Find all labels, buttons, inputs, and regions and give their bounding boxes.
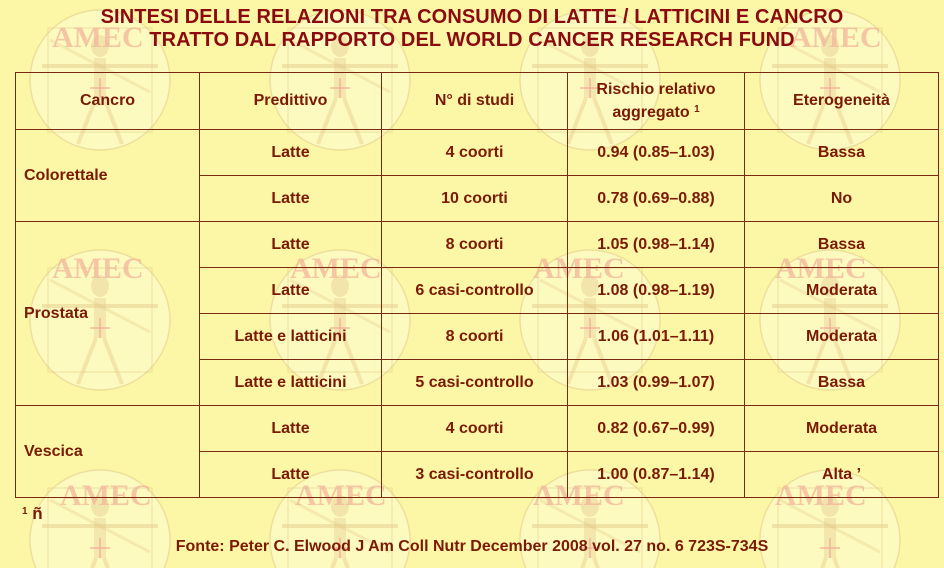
studies-cell: 4 coorti [382,406,568,452]
header-studies: N° di studi [382,73,568,130]
studies-cell: 8 coorti [382,222,568,268]
watermark-text: AMEC [52,252,144,285]
table-header-row [16,73,939,130]
cancer-cell: Vescica [16,406,200,498]
watermark-text: AMEC [533,252,625,285]
cancer-cell: Colorettale [16,130,200,222]
studies-cell: 5 casi-controllo [382,360,568,406]
predictor-cell: Latte e latticini [200,314,382,360]
studies-cell: 10 coorti [382,176,568,222]
predictor-cell: Latte [200,452,382,498]
watermark-text: AMEC [290,252,382,285]
rr-cell: 1.00 (0.87–1.14) [568,452,745,498]
rr-cell: 1.08 (0.98–1.19) [568,268,745,314]
heterogeneity-cell: Moderata [745,314,939,360]
heterogeneity-cell: Bassa [745,222,939,268]
studies-cell: 6 casi-controllo [382,268,568,314]
header-relative-risk [568,73,745,130]
predictor-cell: Latte [200,222,382,268]
header-rr-line2: aggregato [612,103,690,121]
heterogeneity-cell: Moderata [745,268,939,314]
watermark-text: AMEC [775,479,867,512]
title-line-2: TRATTO DAL RAPPORTO DEL WORLD CANCER RESEARCH FUND [149,29,795,51]
table-row [16,130,939,176]
watermark-text: AMEC [533,479,625,512]
predictor-cell: Latte e latticini [200,360,382,406]
heterogeneity-cell: Alta ’ [745,452,939,498]
heterogeneity-cell: Bassa [745,130,939,176]
watermark-text: AMEC [775,252,867,285]
header-heterogeneity: Eterogeneità [745,73,939,130]
predictor-cell: Latte [200,130,382,176]
watermark-text: AMEC [790,21,882,54]
rr-cell: 1.05 (0.98–1.14) [568,222,745,268]
studies-cell: 8 coorti [382,314,568,360]
footnote-mark: 1 [22,506,28,517]
predictor-cell: Latte [200,176,382,222]
rr-cell: 0.82 (0.67–0.99) [568,406,745,452]
table-row [16,406,939,452]
watermark-text: AMEC [60,479,152,512]
source-citation: Fonte: Peter C. Elwood J Am Coll Nutr December 2008 vol. 27 no. 6 723S-734S [175,538,769,555]
page-title [0,6,944,52]
footnote-text: ñ [32,504,43,523]
predictor-cell: Latte [200,406,382,452]
header-rr-line1: Rischio relativo [596,80,716,98]
predictor-cell: Latte [200,268,382,314]
cancer-cell: Prostata [16,222,200,406]
rr-cell: 0.94 (0.85–1.03) [568,130,745,176]
footnote [22,504,43,524]
rr-cell: 1.03 (0.99–1.07) [568,360,745,406]
rr-cell: 1.06 (1.01–1.11) [568,314,745,360]
studies-cell: 3 casi-controllo [382,452,568,498]
watermark-text: AMEC [295,479,387,512]
header-cancer: Cancro [16,73,200,130]
rr-cell: 0.78 (0.69–0.88) [568,176,745,222]
title-line-1: SINTESI DELLE RELAZIONI TRA CONSUMO DI LATTE / LATTICINI E CANCRO [100,6,844,28]
header-predictor: Predittivo [200,73,382,130]
watermark-text: AMEC [52,21,144,54]
results-table [15,72,939,498]
heterogeneity-cell: Moderata [745,406,939,452]
header-rr-footnote-mark: 1 [694,103,700,115]
table-row [16,222,939,268]
studies-cell: 4 coorti [382,130,568,176]
heterogeneity-cell: Bassa [745,360,939,406]
heterogeneity-cell: No [745,176,939,222]
